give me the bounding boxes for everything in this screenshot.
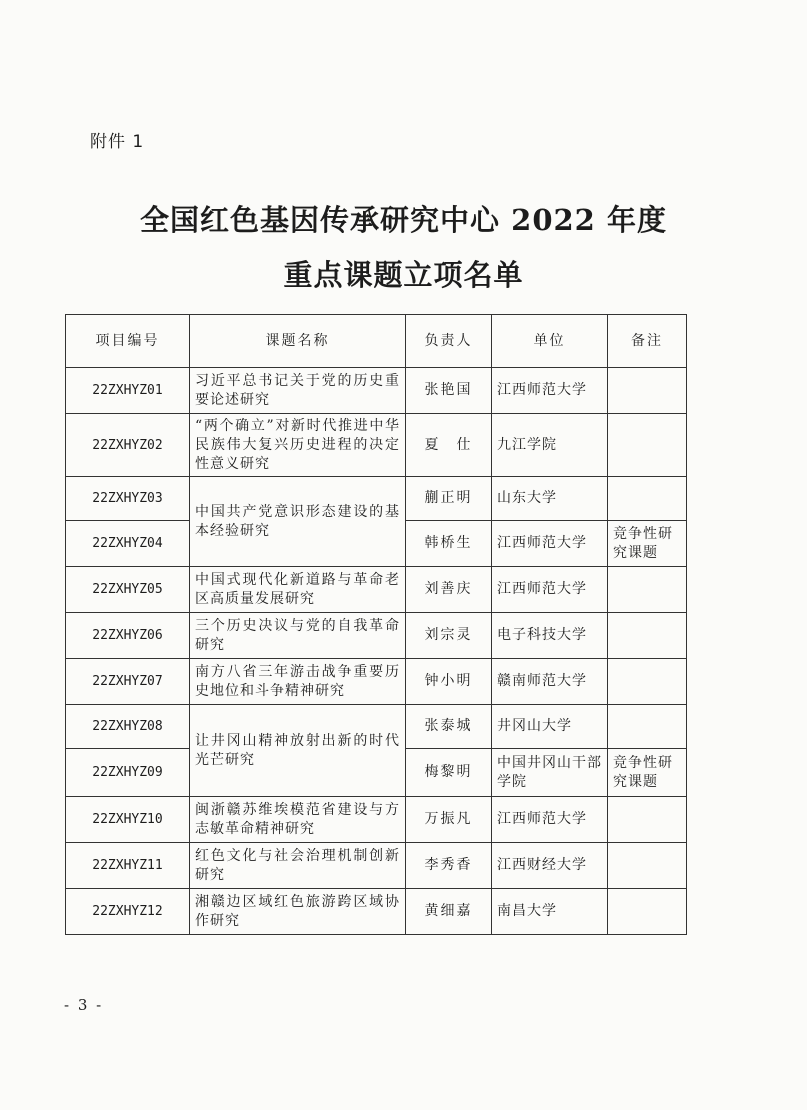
- header-topic: 课题名称: [190, 315, 406, 368]
- cell-unit: 九江学院: [492, 414, 608, 477]
- header-code: 项目编号: [66, 315, 190, 368]
- cell-leader: 刘善庆: [406, 567, 492, 613]
- cell-note: [608, 889, 687, 935]
- header-leader: 负责人: [406, 315, 492, 368]
- cell-note: [608, 797, 687, 843]
- cell-leader: 张泰城: [406, 705, 492, 749]
- table-row: [66, 414, 687, 477]
- cell-topic: 让井冈山精神放射出新的时代光芒研究: [190, 705, 406, 797]
- project-list-table: [65, 314, 687, 935]
- header-unit: 单位: [492, 315, 608, 368]
- cell-note: [608, 477, 687, 521]
- cell-unit: 井冈山大学: [492, 705, 608, 749]
- cell-topic: 湘赣边区域红色旅游跨区域协作研究: [190, 889, 406, 935]
- cell-note: [608, 567, 687, 613]
- cell-code: 22ZXHYZ11: [66, 843, 190, 889]
- cell-leader: 梅黎明: [406, 749, 492, 797]
- page-number: - 3 -: [64, 996, 104, 1014]
- cell-note: [608, 659, 687, 705]
- cell-code: 22ZXHYZ04: [66, 521, 190, 567]
- cell-note: [608, 368, 687, 414]
- cell-code: 22ZXHYZ02: [66, 414, 190, 477]
- cell-topic: “两个确立”对新时代推进中华民族伟大复兴历史进程的决定性意义研究: [190, 414, 406, 477]
- cell-topic: 习近平总书记关于党的历史重要论述研究: [190, 368, 406, 414]
- cell-unit: 南昌大学: [492, 889, 608, 935]
- cell-leader: 李秀香: [406, 843, 492, 889]
- cell-code: 22ZXHYZ03: [66, 477, 190, 521]
- cell-unit: 江西师范大学: [492, 368, 608, 414]
- cell-leader: 刘宗灵: [406, 613, 492, 659]
- cell-note: [608, 705, 687, 749]
- cell-note: 竞争性研究课题: [608, 521, 687, 567]
- cell-topic: 中国共产党意识形态建设的基本经验研究: [190, 477, 406, 567]
- cell-leader: 韩桥生: [406, 521, 492, 567]
- cell-unit: 赣南师范大学: [492, 659, 608, 705]
- table-row: [66, 797, 687, 843]
- table-row: [66, 613, 687, 659]
- cell-leader: 蒯正明: [406, 477, 492, 521]
- cell-code: 22ZXHYZ06: [66, 613, 190, 659]
- cell-code: 22ZXHYZ12: [66, 889, 190, 935]
- table-row: [66, 889, 687, 935]
- cell-unit: 电子科技大学: [492, 613, 608, 659]
- cell-unit: 江西师范大学: [492, 797, 608, 843]
- cell-code: 22ZXHYZ08: [66, 705, 190, 749]
- table-row: [66, 477, 687, 521]
- cell-leader: 张艳国: [406, 368, 492, 414]
- cell-code: 22ZXHYZ05: [66, 567, 190, 613]
- cell-topic: 中国式现代化新道路与革命老区高质量发展研究: [190, 567, 406, 613]
- cell-unit: 山东大学: [492, 477, 608, 521]
- cell-note: [608, 613, 687, 659]
- cell-unit: 江西师范大学: [492, 521, 608, 567]
- document-title-line2: 重点课题立项名单: [283, 258, 524, 292]
- table-row: [66, 659, 687, 705]
- cell-unit: 江西师范大学: [492, 567, 608, 613]
- cell-code: 22ZXHYZ07: [66, 659, 190, 705]
- cell-unit: 中国井冈山干部学院: [492, 749, 608, 797]
- cell-topic: 闽浙赣苏维埃模范省建设与方志敏革命精神研究: [190, 797, 406, 843]
- header-note: 备注: [608, 315, 687, 368]
- table-row: [66, 705, 687, 749]
- attachment-label: 附件 1: [90, 132, 145, 152]
- cell-leader: 钟小明: [406, 659, 492, 705]
- cell-unit: 江西财经大学: [492, 843, 608, 889]
- cell-leader: 万振凡: [406, 797, 492, 843]
- cell-note: 竞争性研究课题: [608, 749, 687, 797]
- cell-topic: 三个历史决议与党的自我革命研究: [190, 613, 406, 659]
- cell-topic: 南方八省三年游击战争重要历史地位和斗争精神研究: [190, 659, 406, 705]
- cell-note: [608, 414, 687, 477]
- document-title-line1: 全国红色基因传承研究中心 2022 年度: [140, 203, 667, 237]
- cell-code: 22ZXHYZ09: [66, 749, 190, 797]
- cell-leader: 黄细嘉: [406, 889, 492, 935]
- cell-code: 22ZXHYZ10: [66, 797, 190, 843]
- table-row: [66, 368, 687, 414]
- cell-leader: 夏 仕: [406, 414, 492, 477]
- cell-note: [608, 843, 687, 889]
- cell-code: 22ZXHYZ01: [66, 368, 190, 414]
- table-row: [66, 567, 687, 613]
- table-row: [66, 843, 687, 889]
- table-header-row: [66, 315, 687, 368]
- cell-topic: 红色文化与社会治理机制创新研究: [190, 843, 406, 889]
